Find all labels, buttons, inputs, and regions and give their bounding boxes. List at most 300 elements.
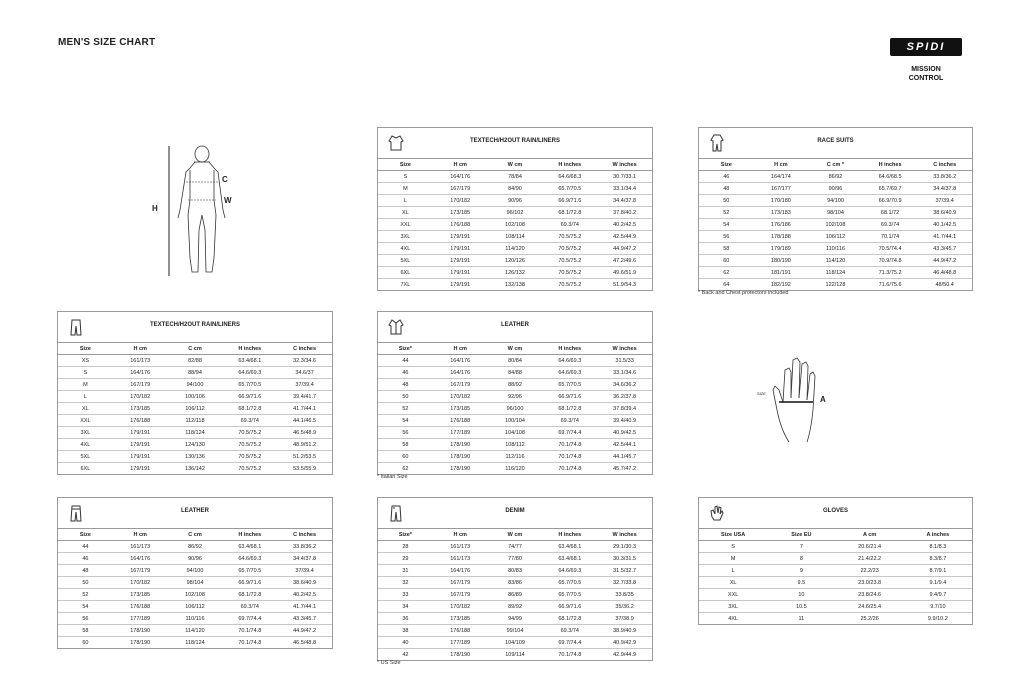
table-cell: 52 [378, 403, 433, 415]
table-cell: 110/116 [168, 613, 223, 625]
table-cell: 21.4/22.2 [836, 553, 904, 565]
table-cell: 170/180 [754, 195, 809, 207]
table-row [58, 625, 332, 637]
table-cell: XL [699, 577, 767, 589]
table-cell: 41.7/44.1 [277, 403, 332, 415]
body-measurement-figure [150, 140, 250, 285]
table-cell: 170/182 [113, 391, 168, 403]
table-cell: XXL [58, 415, 113, 427]
column-header: H cm [754, 159, 809, 171]
table-cell: 94/100 [168, 379, 223, 391]
table-cell: 9.4/9.7 [904, 589, 972, 601]
table-row [378, 541, 652, 553]
table-header [699, 498, 972, 529]
table-cell: 6XL [378, 267, 433, 279]
table-row [58, 391, 332, 403]
column-header: Size [58, 529, 113, 541]
table-title: GLOVES [822, 508, 848, 514]
table-row [58, 589, 332, 601]
table-cell: 58 [58, 625, 113, 637]
table-cell: M [58, 379, 113, 391]
table-header [378, 312, 652, 343]
table-cell: 38.6/40.9 [917, 207, 972, 219]
table-cell: 39.4/40.9 [597, 415, 652, 427]
table-cell: 69.7/74.4 [542, 637, 597, 649]
table-cell: 130/136 [168, 451, 223, 463]
table-cell: 23.8/24.6 [836, 589, 904, 601]
table-row [699, 589, 972, 601]
table-cell: 69.3/74 [542, 625, 597, 637]
table-cell: 56 [378, 427, 433, 439]
table-cell: 58 [699, 243, 754, 255]
table-cell: 4XL [728, 615, 739, 622]
table-cell: 65.7/70.5 [542, 183, 597, 195]
table-cell: 54 [378, 415, 433, 427]
table-cell: 178/190 [130, 639, 151, 646]
table-cell: 106/112 [808, 231, 863, 243]
table-cell: 44 [58, 541, 113, 553]
table-cell: 167/179 [433, 183, 488, 195]
table-cell: 46 [58, 553, 113, 565]
table-row [378, 439, 652, 451]
column-header: Size* [378, 529, 433, 541]
table-cell: 48.9/51.2 [277, 439, 332, 451]
table-cell: 173/185 [113, 403, 168, 415]
height-label: H [152, 204, 158, 213]
table-cell: 38.6/40.9 [277, 577, 332, 589]
table-cell: 3XL [58, 427, 113, 439]
table-cell: 179/191 [113, 439, 168, 451]
table-cell: 112/118 [168, 415, 223, 427]
table-cell: 33 [378, 589, 433, 601]
table-cell: 29 [378, 553, 433, 565]
column-header: W inches [597, 159, 652, 171]
table-cell: 34 [378, 601, 433, 613]
table-cell: 94/100 [808, 195, 863, 207]
table-cell: 112/116 [488, 451, 543, 463]
table-cell: 54 [699, 219, 754, 231]
table-cell: 104/108 [488, 427, 543, 439]
table-cell: 84/90 [488, 183, 543, 195]
table-cell: 56 [699, 231, 754, 243]
table-gloves [698, 497, 973, 625]
table-cell: 9.7/10 [904, 601, 972, 613]
table-cell: 69.7/74.4 [542, 427, 597, 439]
table-cell: 176/188 [113, 601, 168, 613]
table-cell: 82/88 [168, 355, 223, 367]
table-cell: 64.6/69.3 [542, 367, 597, 379]
table-cell: 170/182 [113, 577, 168, 589]
table-cell: 5XL [378, 255, 433, 267]
table-cell: 167/179 [433, 379, 488, 391]
table-row [58, 451, 332, 463]
table-cell: 106/112 [168, 601, 223, 613]
table-row [378, 625, 652, 637]
table-cell: 36.2/37.8 [597, 391, 652, 403]
table-cell: 88/94 [168, 367, 223, 379]
table-cell: 176/188 [433, 625, 488, 637]
table-row [378, 463, 652, 475]
table-cell: 52 [699, 207, 754, 219]
table-cell: 179/191 [130, 465, 151, 472]
table-cell: 51.2/53.5 [277, 451, 332, 463]
column-header: H cm [113, 343, 168, 355]
table-cell: 126/132 [488, 267, 543, 279]
table-cell: 42.9/44.9 [613, 651, 637, 658]
table-cell: 44.1/45.7 [597, 451, 652, 463]
table-cell: 9.1/9.4 [904, 577, 972, 589]
table-row [58, 541, 332, 553]
table-cell: 71.3/75.2 [863, 267, 918, 279]
table-row [58, 355, 332, 367]
table-cell: 65.7/70.5 [222, 565, 277, 577]
table-cell: 122/128 [825, 281, 846, 288]
table-cell: 170/182 [433, 601, 488, 613]
table-cell: 20.6/21.4 [836, 541, 904, 553]
table-cell: 40.9/42.9 [597, 637, 652, 649]
table-cell: 164/176 [433, 355, 488, 367]
table-cell: 69.3/74 [863, 219, 918, 231]
table-cell: 43.3/45.7 [917, 243, 972, 255]
table-cell: 45.7/47.2 [613, 465, 637, 472]
table-cell: 65.7/70.5 [542, 379, 597, 391]
table-cell: 102/108 [808, 219, 863, 231]
table-cell: 70.1/74.8 [542, 439, 597, 451]
table-cell: 50 [378, 391, 433, 403]
table-cell: 68.1/72.8 [542, 403, 597, 415]
table-cell: 34.6/36.2 [597, 379, 652, 391]
table-cell: 86/92 [168, 541, 223, 553]
table-cell: 164/174 [754, 171, 809, 183]
table-cell: 50 [58, 577, 113, 589]
table-cell: 37/39.4 [277, 565, 332, 577]
table-row [699, 613, 972, 625]
column-header: H inches [222, 343, 277, 355]
table-cell: 64.6/69.3 [222, 367, 277, 379]
table-cell: 90/96 [488, 195, 543, 207]
table-row [378, 183, 652, 195]
table-row [699, 171, 972, 183]
table-cell: 114/120 [808, 255, 863, 267]
table-cell: 62 [699, 267, 754, 279]
table-cell: 48 [58, 565, 113, 577]
column-header: H inches [542, 159, 597, 171]
table-cell: 71.6/75.6 [878, 281, 902, 288]
table-cell: 70.5/75.2 [238, 465, 262, 472]
table-row [378, 613, 652, 625]
table-cell: 10 [767, 589, 835, 601]
table-cell: 110/116 [808, 243, 863, 255]
table-cell: 178/190 [113, 625, 168, 637]
table-cell: 31 [378, 565, 433, 577]
table-cell: 161/173 [433, 553, 488, 565]
table-row [58, 439, 332, 451]
table-cell: 44.9/47.2 [597, 243, 652, 255]
table-cell: 100/104 [488, 415, 543, 427]
table-cell: 86/89 [488, 589, 543, 601]
table-cell: 63.4/68.1 [222, 355, 277, 367]
table-row [58, 553, 332, 565]
brand-subtitle [890, 65, 962, 83]
table-cell: 46 [699, 171, 754, 183]
column-header: C cm * [808, 159, 863, 171]
table-row [699, 243, 972, 255]
table-cell: 99/104 [488, 625, 543, 637]
table-row [58, 427, 332, 439]
table-cell: 34.6/37 [277, 367, 332, 379]
table-cell: 46.5/48.9 [277, 427, 332, 439]
table-cell: 40.2/42.5 [277, 589, 332, 601]
brand-logo: SPIDI [890, 38, 962, 56]
table-cell: 64.6/69.3 [542, 565, 597, 577]
table-cell: 176/188 [433, 219, 488, 231]
table-cell: 11 [798, 615, 805, 622]
table-cell: 70.1/74.8 [238, 639, 262, 646]
table-cell: 23.0/23.8 [836, 577, 904, 589]
table-cell: 62 [402, 465, 409, 472]
table-cell: 167/179 [433, 589, 488, 601]
table-cell: 46.5/48.8 [293, 639, 317, 646]
table-cell: 64.6/69.3 [222, 553, 277, 565]
table-cell: 173/183 [754, 207, 809, 219]
table-cell: 66.9/70.9 [863, 195, 918, 207]
table-row [378, 267, 652, 279]
table-cell: 69.3/74 [222, 601, 277, 613]
table-row [699, 565, 972, 577]
table-cell: 10.5 [767, 601, 835, 613]
table-row [378, 451, 652, 463]
brand-sub-line-2: CONTROL [908, 75, 944, 82]
table-cell: 177/189 [113, 613, 168, 625]
table-cell: 43.3/45.7 [277, 613, 332, 625]
table-cell: 8.1/8.3 [904, 541, 972, 553]
column-header: A cm [836, 529, 904, 541]
table-cell: 167/177 [754, 183, 809, 195]
column-header: Size* [378, 343, 433, 355]
table-cell: 161/173 [113, 541, 168, 553]
table-cell: 56 [58, 613, 113, 625]
table-row [378, 355, 652, 367]
table-cell: 53.5/55.9 [293, 465, 317, 472]
column-header: H inches [542, 343, 597, 355]
table-cell: 64.6/68.3 [542, 171, 597, 183]
size-table [58, 529, 332, 648]
table-cell: 164/176 [113, 367, 168, 379]
table-cell: 176/188 [113, 415, 168, 427]
denim-note: * US Size [377, 660, 401, 666]
table-cell: L [58, 391, 113, 403]
table-cell: 51.9/54.3 [613, 281, 637, 288]
table-cell: 64.6/68.5 [863, 171, 918, 183]
table-cell: 33.1/34.6 [597, 367, 652, 379]
table-cell: 34.4/37.8 [597, 195, 652, 207]
table-cell: 114/120 [168, 625, 223, 637]
table-cell: 98/104 [168, 577, 223, 589]
size-table [378, 529, 652, 660]
table-cell: 4XL [378, 243, 433, 255]
table-cell: 70.5/75.2 [542, 243, 597, 255]
table-row [58, 415, 332, 427]
table-cell: M [699, 553, 767, 565]
table-cell: 94/100 [168, 565, 223, 577]
size-table [378, 343, 652, 474]
chest-label: C [222, 175, 228, 184]
table-cell: 64.6/69.3 [542, 355, 597, 367]
table-cell: 161/173 [113, 355, 168, 367]
table-cell: 38 [378, 625, 433, 637]
table-cell: 44.9/47.2 [917, 255, 972, 267]
column-header: H cm [433, 343, 488, 355]
table-header [699, 128, 972, 159]
table-cell: 66.9/71.6 [542, 391, 597, 403]
table-cell: 49.6/51.9 [597, 267, 652, 279]
table-cell: 58 [378, 439, 433, 451]
table-cell: 68.1/72.8 [542, 207, 597, 219]
table-cell: 102/108 [488, 219, 543, 231]
table-cell: 69.3/74 [542, 219, 597, 231]
table-cell: 66.9/71.6 [542, 601, 597, 613]
table-cell: 164/176 [113, 553, 168, 565]
table-cell: 32 [378, 577, 433, 589]
table-header [378, 498, 652, 529]
table-title: LEATHER [501, 322, 529, 328]
column-header: H inches [863, 159, 918, 171]
table-cell: 173/185 [433, 207, 488, 219]
table-cell: 69.3/74 [222, 415, 277, 427]
table-cell: 33.8/36.2 [917, 171, 972, 183]
table-cell: 68.1/72.8 [222, 589, 277, 601]
table-cell: 179/191 [450, 281, 471, 288]
table-row [378, 427, 652, 439]
table-cell: 47.2/49.6 [597, 255, 652, 267]
table-row [58, 601, 332, 613]
table-cell: 167/179 [433, 577, 488, 589]
table-cell: 70.5/75.2 [558, 281, 582, 288]
table-cell: 3XL [699, 601, 767, 613]
table-cell: 24.6/25.4 [836, 601, 904, 613]
table-cell: 102/108 [168, 589, 223, 601]
table-cell: 8.3/8.7 [904, 553, 972, 565]
table-cell: 179/191 [433, 267, 488, 279]
table-cell: 8.7/9.1 [904, 565, 972, 577]
table-row [699, 541, 972, 553]
table-row [58, 565, 332, 577]
table-cell: 179/191 [113, 451, 168, 463]
column-header: W cm [488, 343, 543, 355]
glove-measurement-figure [755, 350, 855, 450]
table-textech-rain [377, 127, 653, 291]
table-cell: 98/104 [808, 207, 863, 219]
table-textech-pants [57, 311, 333, 475]
table-cell: 118/124 [185, 639, 205, 646]
table-row [58, 367, 332, 379]
table-header-row [378, 529, 652, 541]
table-cell: 40.9/42.5 [597, 427, 652, 439]
table-cell: 74/77 [488, 541, 543, 553]
table-cell: 118/124 [168, 427, 223, 439]
table-cell: 178/190 [433, 451, 488, 463]
table-row [378, 415, 652, 427]
hand-outline-icon [755, 350, 855, 450]
table-header-row [58, 343, 332, 355]
table-cell: 36 [378, 613, 433, 625]
column-header: H cm [433, 529, 488, 541]
table-row [378, 255, 652, 267]
table-cell: 70.1/74.8 [558, 465, 582, 472]
table-row [378, 207, 652, 219]
size-table [699, 159, 972, 290]
table-row [58, 637, 332, 649]
table-cell: 136/142 [185, 465, 205, 472]
table-row [699, 255, 972, 267]
table-cell: 178/190 [450, 651, 471, 658]
table-cell: 38.9/40.9 [597, 625, 652, 637]
table-cell: 6XL [80, 465, 91, 472]
table-row [58, 403, 332, 415]
table-row [699, 207, 972, 219]
column-header: W cm [488, 159, 543, 171]
table-race-suits [698, 127, 973, 291]
table-row [699, 279, 972, 291]
column-header: H cm [433, 159, 488, 171]
table-cell: 181/191 [754, 267, 809, 279]
table-cell: 40.2/42.5 [597, 219, 652, 231]
body-silhouette-icon [150, 140, 250, 285]
table-cell: 118/124 [808, 267, 863, 279]
table-cell: 44.9/47.2 [277, 625, 332, 637]
table-title: TEXTECH/H2OUT RAIN/LINERS [149, 322, 240, 328]
table-cell: 48/50.4 [935, 281, 954, 288]
column-header: Size [378, 159, 433, 171]
table-row [699, 577, 972, 589]
table-cell: 52 [58, 589, 113, 601]
waist-label: W [224, 196, 232, 205]
table-row [378, 403, 652, 415]
table-cell: 40 [378, 637, 433, 649]
table-cell: 70.1/74.8 [542, 451, 597, 463]
table-cell: 28 [378, 541, 433, 553]
table-cell: S [58, 367, 113, 379]
table-cell: 66.9/71.6 [542, 195, 597, 207]
table-row [699, 231, 972, 243]
table-cell: 30.3/31.5 [597, 553, 652, 565]
table-cell: 108/112 [488, 439, 543, 451]
table-cell: 100/106 [168, 391, 223, 403]
table-row [378, 577, 652, 589]
column-header: Size [699, 159, 754, 171]
table-row [58, 379, 332, 391]
column-header: C cm [168, 529, 223, 541]
table-cell: 54 [58, 601, 113, 613]
table-cell: 108/114 [488, 231, 543, 243]
table-cell: S [699, 541, 767, 553]
table-cell: 70.1/74.8 [558, 651, 582, 658]
table-cell: XXL [378, 219, 433, 231]
table-row [699, 267, 972, 279]
table-cell: 31.5/32.7 [597, 565, 652, 577]
column-header: H inches [222, 529, 277, 541]
table-cell: 65.7/70.5 [542, 577, 597, 589]
table-cell: 65.7/69.7 [863, 183, 918, 195]
table-cell: 68.1/72 [863, 207, 918, 219]
table-cell: 96/102 [488, 207, 543, 219]
glove-a-label: A [820, 395, 826, 404]
table-cell: 178/190 [450, 465, 471, 472]
table-cell: 173/185 [113, 589, 168, 601]
table-cell: 70.5/75.2 [542, 267, 597, 279]
table-cell: 64 [723, 281, 730, 288]
table-cell: 48 [378, 379, 433, 391]
